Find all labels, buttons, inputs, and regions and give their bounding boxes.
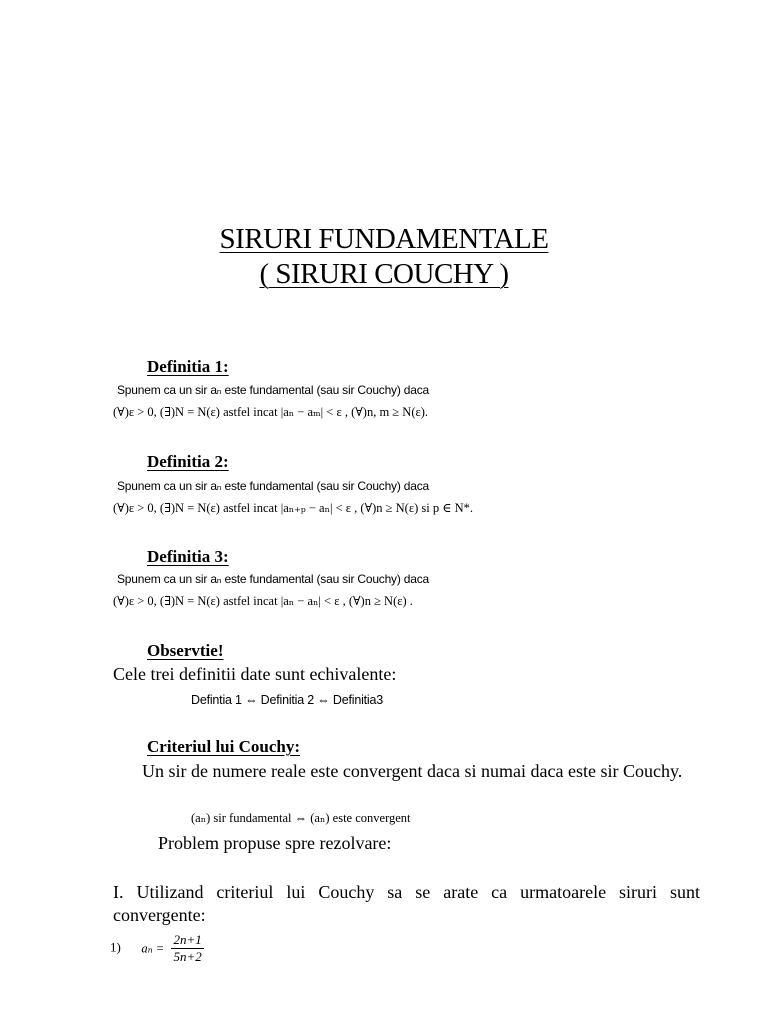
- definition-3-intro: Spunem ca un sir aₙ este fundamental (sau sir Couchy) daca: [117, 572, 430, 586]
- criterion-text: Un sir de numere reale este convergent daca si numai daca este sir Couchy.: [142, 761, 683, 781]
- definition-1-heading: Definitia 1:: [147, 357, 229, 376]
- exercise-item-1: [110, 932, 204, 965]
- definition-1-condition: (∀)ε > 0, (∃)N = N(ε) astfel incat |aₙ − aₘ| < ε , (∀)n, m ≥ N(ε).: [113, 405, 429, 419]
- definition-3-heading: Definitia 3:: [147, 547, 229, 566]
- definition-2-intro: Spunem ca un sir aₙ este fundamental (sau sir Couchy) daca: [117, 479, 430, 493]
- definition-1-intro: Spunem ca un sir aₙ este fundamental (sau sir Couchy) daca: [117, 383, 430, 397]
- document-title-line2: ( SIRURI COUCHY ): [259, 258, 509, 290]
- equivalence-formula: Defintia 1 ⇔ Definitia 2 ⇔ Definitia3: [191, 693, 383, 707]
- definition-2-heading: Definitia 2:: [147, 452, 229, 471]
- fraction-denominator: 5n+2: [173, 949, 202, 964]
- observation-heading: Observtie!: [147, 641, 224, 660]
- fraction-numerator: 2n+1: [173, 932, 202, 947]
- exercise-item-fraction: [171, 932, 203, 965]
- exercise-statement: I. Utilizand criteriul lui Couchy sa se arate ca urmatoarele siruri sunt convergente:: [113, 882, 700, 925]
- observation-text: Cele trei definitii date sunt echivalente:: [113, 664, 397, 684]
- criterion-heading: Criteriul lui Couchy:: [147, 737, 300, 756]
- document-title-line1: SIRURI FUNDAMENTALE: [219, 223, 549, 255]
- exercise-item-label: 1): [110, 939, 121, 955]
- definition-3-condition: (∀)ε > 0, (∃)N = N(ε) astfel incat |aₙ − aₙ| < ε , (∀)n ≥ N(ε) .: [113, 594, 413, 608]
- exercise-item-lhs: aₙ =: [141, 941, 165, 956]
- problems-intro: Problem propuse spre rezolvare:: [158, 833, 392, 853]
- definition-2-condition: (∀)ε > 0, (∃)N = N(ε) astfel incat |aₙ₊ₚ − aₙ| < ε , (∀)n ≥ N(ε) si p ∈ N*.: [113, 501, 473, 515]
- criterion-formula: (aₙ) sir fundamental ⇔ (aₙ) este convergent: [191, 811, 411, 825]
